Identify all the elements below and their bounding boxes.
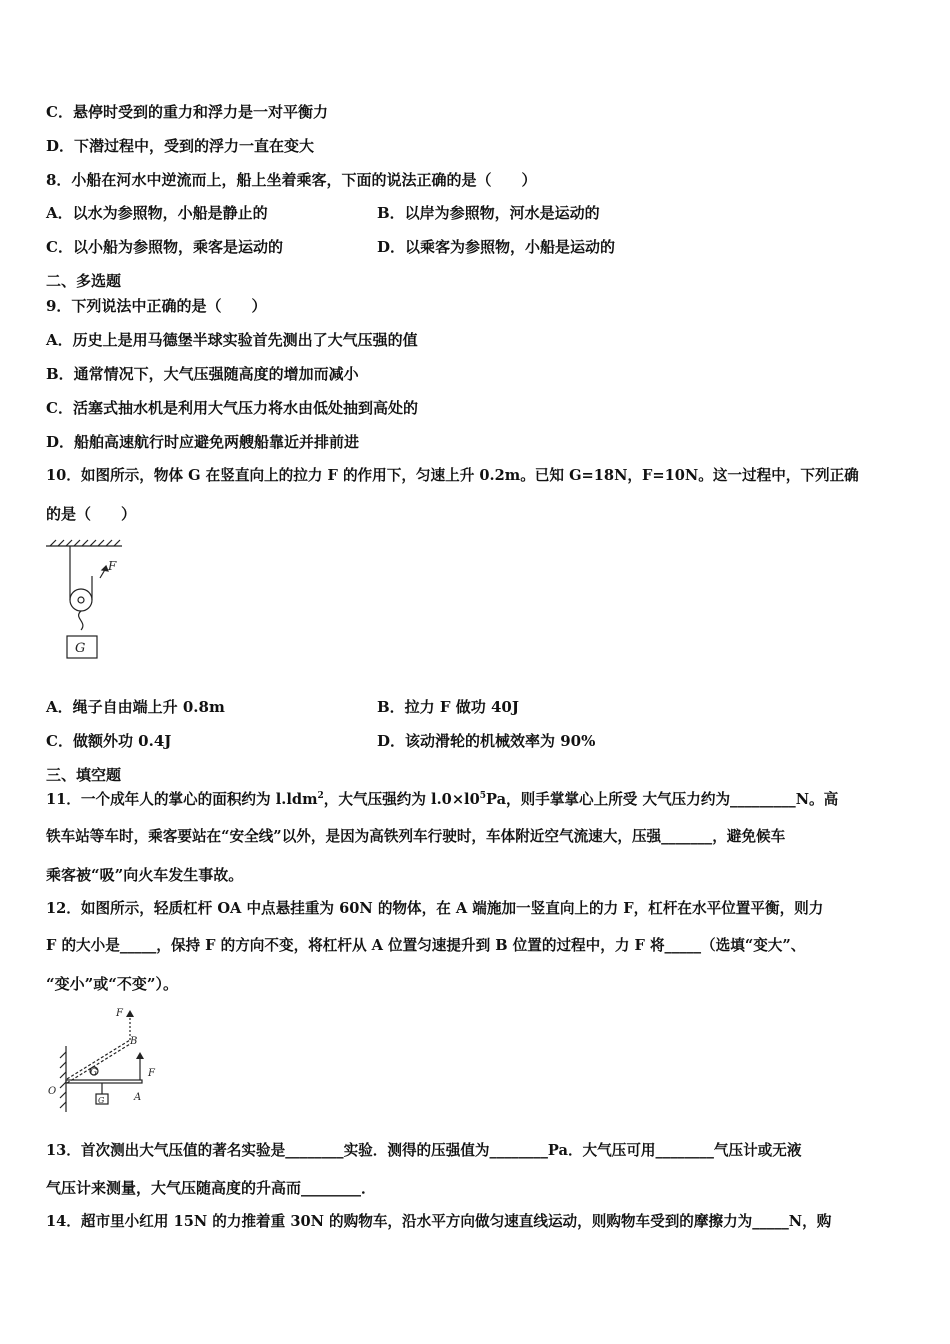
lever-raised-upper	[67, 1040, 130, 1079]
lever-bar	[66, 1080, 142, 1083]
q11-line2: 铁车站等车时，乘客要站在“安全线”以外，是因为高铁列车行驶时，车体附近空气流速大，压强_______，避免候车	[46, 828, 786, 845]
lever-raised-lower	[67, 1044, 130, 1083]
q11-line1	[46, 790, 838, 810]
point-o-label: O	[48, 1086, 57, 1097]
section-multiple-choice: 二、多选题	[46, 272, 122, 290]
q8-stem: 8．小船在河水中逆流而上，船上坐着乘客，下面的说法正确的是（ ）	[46, 171, 537, 189]
q9-stem: 9．下列说法中正确的是（ ）	[46, 297, 267, 315]
q8-option-b: B．以岸为参照物，河水是运动的	[377, 204, 600, 222]
q10-option-c: C．做额外功 0.4J	[46, 732, 172, 750]
wall-hatch	[60, 1052, 66, 1108]
q11-sup-pressure: 5	[479, 791, 487, 801]
force-arrow-a-head	[136, 1052, 144, 1059]
pulley-hook	[79, 611, 83, 630]
q12-line1: 12．如图所示，轻质杠杆 OA 中点悬挂重为 60N 的物体，在 A 端施加一竖直向上的力 F，杠杆在水平位置平衡，则力	[46, 900, 824, 917]
q9-option-a: A．历史上是用马德堡半球实验首先测出了大气压强的值	[46, 331, 418, 349]
lever-figure	[44, 1004, 164, 1114]
q9-option-b: B．通常情况下，大气压强随高度的增加而减小	[46, 365, 359, 383]
weight-label: G	[98, 1096, 105, 1105]
q13-line2: 气压计来测量，大气压随高度的升高而________．	[46, 1179, 377, 1197]
q10-option-b: B．拉力 F 做功 40J	[377, 698, 519, 716]
pulley-wheel	[70, 589, 92, 611]
q12-line2: F 的大小是_____，保持 F 的方向不变，将杠杆从 A 位置匀速提升到 B 位置的过程中，力 F 将_____（选填“变大”、	[46, 937, 806, 954]
q12-line3: “变小”或“不变”）。	[46, 975, 179, 993]
q13-line1: 13．首次测出大气压值的著名实验是________实验．测得的压强值为________Pa．大气压可用________气压计或无液	[46, 1142, 802, 1159]
q8-option-d: D．以乘客为参照物，小船是运动的	[377, 238, 616, 256]
q9-option-d: D．船舶高速航行时应避免两艘船靠近并排前进	[46, 433, 360, 451]
q10-option-d: D．该动滑轮的机械效率为 90%	[377, 732, 596, 750]
force-label: F	[148, 1068, 155, 1079]
q10-stem-line1: 10．如图所示，物体 G 在竖直向上的拉力 F 的作用下，匀速上升 0.2m。已知 G=18N，F=10N。这一过程中，下列正确	[46, 467, 859, 484]
q11-line1-part3: Pa，则手掌掌心上所受 大气压力约为_________N。高	[486, 791, 839, 808]
weight-label: G	[75, 641, 86, 656]
q10-stem-line2: 的是（ ）	[46, 505, 137, 523]
center-label: G	[90, 1068, 98, 1078]
q8-option-a: A．以水为参照物，小船是静止的	[46, 204, 268, 222]
force-label: F	[108, 559, 117, 573]
force-top-label: F	[116, 1008, 123, 1019]
q11-sup-area: 2	[317, 791, 324, 801]
point-a-label: A	[134, 1092, 142, 1103]
q11-line3: 乘客被“吸”向火车发生事故。	[46, 866, 244, 884]
q10-option-a: A．绳子自由端上升 0.8m	[46, 698, 225, 716]
q9-option-c: C．活塞式抽水机是利用大气压力将水由低处抽到高处的	[46, 399, 418, 417]
pulley-figure	[40, 538, 130, 664]
q14-line1: 14．超市里小红用 15N 的力推着重 30N 的购物车，沿水平方向做匀速直线运动，则购物车受到的摩擦力为_____N，购	[46, 1213, 832, 1230]
q11-line1-part1: 11．一个成年人的掌心的面积约为 l.ldm	[46, 791, 318, 808]
ceiling-hatch	[50, 540, 120, 546]
section-fill-blank: 三、填空题	[46, 766, 122, 784]
q7-option-d: D．下潜过程中，受到的浮力一直在变大	[46, 137, 315, 155]
q8-option-c: C．以小船为参照物，乘客是运动的	[46, 238, 283, 256]
q11-line1-part2: ，大气压强约为 l.0×l0	[323, 791, 480, 808]
point-b-label: B	[130, 1036, 138, 1047]
q7-option-c: C．悬停时受到的重力和浮力是一对平衡力	[46, 103, 328, 121]
force-arrow-b-head	[126, 1010, 134, 1017]
pulley-axle	[78, 597, 84, 603]
